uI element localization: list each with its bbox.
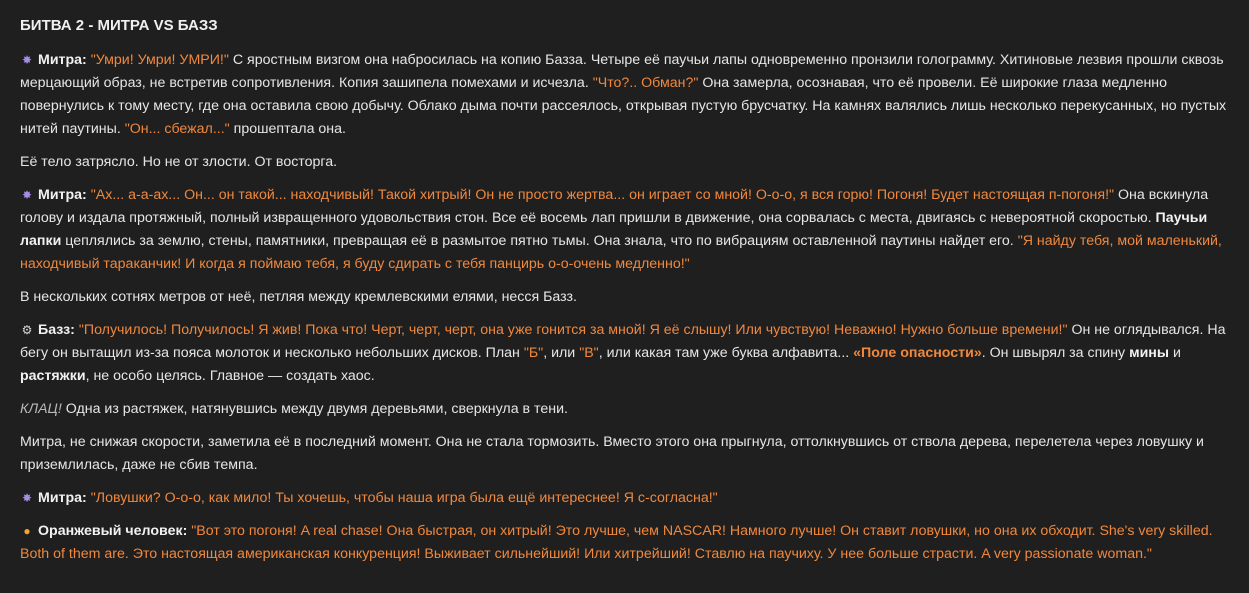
dialogue: "Что?.. Обман?" xyxy=(592,75,699,91)
gear-icon: ⚙ xyxy=(21,323,33,337)
narration: . Он швырял за спину xyxy=(981,345,1130,361)
narration: С яростным визгом она набросилась на копию Базза. Четыре её паучьи лапы одновременно пронзили голограмму. Хитиновые лезвия прошли сквозь мерцающий образ, не встретив сопротивления. Копия зашипела помехами и исчезла. xyxy=(20,52,1224,91)
bold-term: растяжки xyxy=(20,368,86,384)
paragraph-1 xyxy=(20,49,1229,141)
narration: , не особо целясь. Главное — создать хаос. xyxy=(85,368,375,384)
bold-quote: «Поле опасности» xyxy=(853,345,982,361)
narration: Она вскинула голову и издала протяжный, полный извращенного удовольствия стон. Все её восемь лап пришли в движение, она сорвалась с места, двигаясь с невероятной скоростью. xyxy=(20,187,1209,226)
speaker-name: Оранжевый человек: xyxy=(38,523,188,539)
narration: Она замерла, осознавая, что её провели. Её широкие глаза медленно повернулись к тому месту, где она оставила свою добычу. Облако дыма почти рассеялось, открывая пустую брусчатку. На камнях валялись лишь несколько перекусанных, но пустых нитей паутины. xyxy=(20,75,1227,137)
paragraph-3 xyxy=(20,184,1229,276)
dialogue: "Б" xyxy=(523,345,544,361)
paragraph-7: Митра, не снижая скорости, заметила её в последний момент. Она не стала тормозить. Вместо этого она прыгнула, оттолкнувшись от ствола дерева, перелетела через ловушку и приземлилась, даже не сбив темпа. xyxy=(20,434,1204,473)
narration: , или xyxy=(543,345,580,361)
dialogue: "Получилось! Получилось! Я жив! Пока что! Черт, черт, черт, она уже гонится за мной! Я её слышу! Или чувствую! Неважно! Нужно больше времени!" xyxy=(78,322,1068,338)
dialogue: "В" xyxy=(579,345,599,361)
paragraph-4: В нескольких сотнях метров от неё, петляя между кремлевскими елями, несся Базз. xyxy=(20,289,577,305)
speaker-name: Митра: xyxy=(38,52,87,68)
paragraph-9 xyxy=(20,520,1229,566)
dialogue: "Ловушки? О-о-о, как мило! Ты хочешь, чтобы наша игра была ещё интереснее! Я с-согласна!" xyxy=(90,490,718,506)
paragraph-6 xyxy=(20,398,1229,421)
bold-term: Паучьи лапки xyxy=(20,210,1208,249)
narration: , или какая там уже буква алфавита... xyxy=(598,345,854,361)
chapter-title: БИТВА 2 - МИТРА VS БАЗЗ xyxy=(20,17,218,34)
dialogue: "Я найду тебя, мой маленький, находчивый тараканчик! И когда я поймаю тебя, я буду сдирать с тебя панцирь о-о-очень медленно!" xyxy=(20,233,1222,272)
speaker-name: Базз: xyxy=(38,322,75,338)
orange-icon: ● xyxy=(23,524,31,538)
narration: цеплялись за землю, стены, памятники, превращая её в размытое пятно тьмы. Она знала, что по вибрациям оставленной паутины найдет его. xyxy=(61,233,1018,249)
narration: прошептала она. xyxy=(229,121,346,137)
narration: Он не оглядывался. На бегу он вытащил из-за пояса молоток и несколько небольших дисков. План xyxy=(20,322,1226,361)
spider-icon: ✸ xyxy=(21,188,33,202)
sound-effect: КЛАЦ! xyxy=(20,401,62,417)
speaker-name: Митра: xyxy=(38,187,87,203)
dialogue: "Он... сбежал..." xyxy=(124,121,230,137)
narration: и xyxy=(1169,345,1181,361)
spider-icon: ✸ xyxy=(21,53,33,67)
paragraph-5 xyxy=(20,319,1229,388)
narration: Одна из растяжек, натянувшись между двумя деревьями, сверкнула в тени. xyxy=(61,401,568,417)
paragraph-2: Её тело затрясло. Но не от злости. От восторга. xyxy=(20,154,338,170)
bold-term: мины xyxy=(1129,345,1169,361)
dialogue: "Умри! Умри! УМРИ!" xyxy=(90,52,229,68)
dialogue: "Ах... а-а-ах... Он... он такой... находчивый! Такой хитрый! Он не просто жертва... он играет со мной! О-о-о, я вся горю! Погоня! Будет настоящая п-погоня!" xyxy=(90,187,1115,203)
paragraph-8 xyxy=(20,487,1229,510)
dialogue: "Вот это погоня! A real chase! Она быстрая, он хитрый! Это лучше, чем NASCAR! Намного лучше! Он ставит ловушки, но она их обходит. She's very skilled. Both of them are. Это настоящая американская конкуренция! Выживает сильнейший! Или хитрейший! Ставлю на паучиху. У нее больше страсти. A very passionate woman." xyxy=(20,523,1213,562)
speaker-name: Митра: xyxy=(38,490,87,506)
spider-icon: ✸ xyxy=(21,491,33,505)
